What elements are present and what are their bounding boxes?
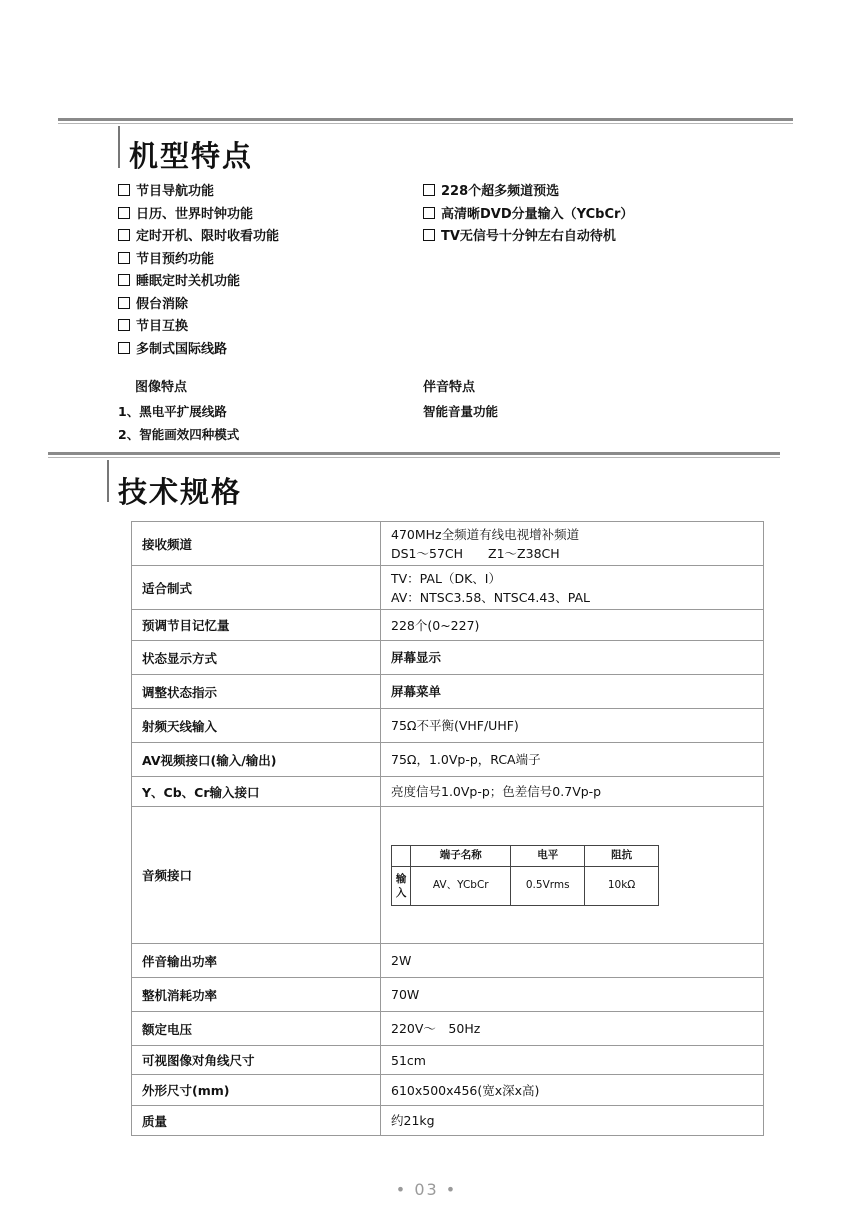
table-row: [132, 978, 764, 1012]
checkbox-icon: [118, 252, 130, 264]
table-row: [132, 522, 764, 566]
list-item: 睡眠定时关机功能: [118, 271, 279, 294]
title-bar-2: [107, 460, 109, 502]
table-row: [392, 845, 659, 866]
list-item: TV无信号十分钟左右自动待机: [423, 226, 633, 249]
spec-label: 状态显示方式: [132, 641, 381, 675]
table-row: [132, 610, 764, 641]
spec-label: 整机消耗功率: [132, 978, 381, 1012]
list-item: 228个超多频道预选: [423, 181, 633, 204]
spec-label: 外形尺寸(mm): [132, 1075, 381, 1106]
spec-value: 屏幕显示: [381, 641, 764, 675]
spec-value: 2W: [381, 944, 764, 978]
image-features-heading: 图像特点: [135, 380, 188, 395]
spec-value: [381, 807, 764, 944]
spec-value: 约21kg: [381, 1106, 764, 1136]
page-number: • 03 •: [395, 1180, 458, 1199]
audio-row-label: 输入: [392, 866, 411, 905]
audio-table: [391, 845, 659, 906]
spec-value: 70W: [381, 978, 764, 1012]
spec-label: AV视频接口(输入/输出): [132, 743, 381, 777]
spec-label: 适合制式: [132, 566, 381, 610]
table-row: [132, 1106, 764, 1136]
image-feature-2: 2、智能画效四种模式: [118, 427, 240, 442]
table-row: [132, 641, 764, 675]
title-bar-1: [118, 126, 120, 168]
spec-table: [131, 521, 764, 1136]
spec-value: 470MHz全频道有线电视增补频道 DS1～57CH Z1～Z38CH: [381, 522, 764, 566]
list-item: 节目互换: [118, 316, 279, 339]
spec-label: 额定电压: [132, 1012, 381, 1046]
spec-label: 调整状态指示: [132, 675, 381, 709]
spec-label: 质量: [132, 1106, 381, 1136]
spec-label: 音频接口: [132, 807, 381, 944]
table-row: [132, 709, 764, 743]
table-row: [132, 1075, 764, 1106]
table-row: [132, 1046, 764, 1075]
spec-label: 预调节目记忆量: [132, 610, 381, 641]
audio-cell: AV、YCbCr: [411, 866, 511, 905]
top-divider: [58, 118, 793, 121]
sound-feature-1: 智能音量功能: [423, 404, 499, 419]
checkbox-icon: [118, 297, 130, 309]
left-feature-list: [118, 181, 279, 361]
table-row: [132, 777, 764, 807]
spec-label: 可视图像对角线尺寸: [132, 1046, 381, 1075]
audio-header: 阻抗: [585, 845, 659, 866]
checkbox-icon: [118, 207, 130, 219]
spec-label: 射频天线输入: [132, 709, 381, 743]
spec-value: 228个(0~227): [381, 610, 764, 641]
table-row: [132, 1012, 764, 1046]
checkbox-icon: [118, 229, 130, 241]
spec-label: 伴音输出功率: [132, 944, 381, 978]
spec-value: 75Ω，1.0Vp-p，RCA端子: [381, 743, 764, 777]
features-title: 机型特点: [129, 139, 254, 173]
list-item: 节目导航功能: [118, 181, 279, 204]
checkbox-icon: [423, 184, 435, 196]
sound-features-heading: 伴音特点: [423, 380, 476, 395]
audio-header: 端子名称: [411, 845, 511, 866]
spec-value: 220V～ 50Hz: [381, 1012, 764, 1046]
table-row: [132, 675, 764, 709]
list-item: 定时开机、限时收看功能: [118, 226, 279, 249]
table-row: [132, 807, 764, 944]
spec-value: 亮度信号1.0Vp-p；色差信号0.7Vp-p: [381, 777, 764, 807]
right-feature-list: [423, 181, 633, 249]
audio-header: 电平: [511, 845, 585, 866]
spec-value: 屏幕菜单: [381, 675, 764, 709]
middle-divider: [48, 452, 780, 455]
list-item: 节目预约功能: [118, 249, 279, 272]
table-row: [132, 566, 764, 610]
spec-value: 610x500x456(宽x深x高): [381, 1075, 764, 1106]
checkbox-icon: [423, 207, 435, 219]
spec-label: 接收频道: [132, 522, 381, 566]
checkbox-icon: [118, 184, 130, 196]
specs-title: 技术规格: [118, 475, 243, 509]
spec-value: TV：PAL（DK、I） AV：NTSC3.58、NTSC4.43、PAL: [381, 566, 764, 610]
audio-cell: 10kΩ: [585, 866, 659, 905]
table-row: [132, 944, 764, 978]
list-item: 日历、世界时钟功能: [118, 204, 279, 227]
image-feature-1: 1、黑电平扩展线路: [118, 404, 227, 419]
list-item: 高清晰DVD分量输入（YCbCr）: [423, 204, 633, 227]
table-row: [132, 743, 764, 777]
checkbox-icon: [118, 274, 130, 286]
table-row: [392, 866, 659, 905]
spec-label: Y、Cb、Cr输入接口: [132, 777, 381, 807]
list-item: 假台消除: [118, 294, 279, 317]
list-item: 多制式国际线路: [118, 339, 279, 362]
checkbox-icon: [118, 319, 130, 331]
spec-value: 51cm: [381, 1046, 764, 1075]
spec-value: 75Ω不平衡(VHF/UHF): [381, 709, 764, 743]
checkbox-icon: [118, 342, 130, 354]
checkbox-icon: [423, 229, 435, 241]
audio-cell: 0.5Vrms: [511, 866, 585, 905]
